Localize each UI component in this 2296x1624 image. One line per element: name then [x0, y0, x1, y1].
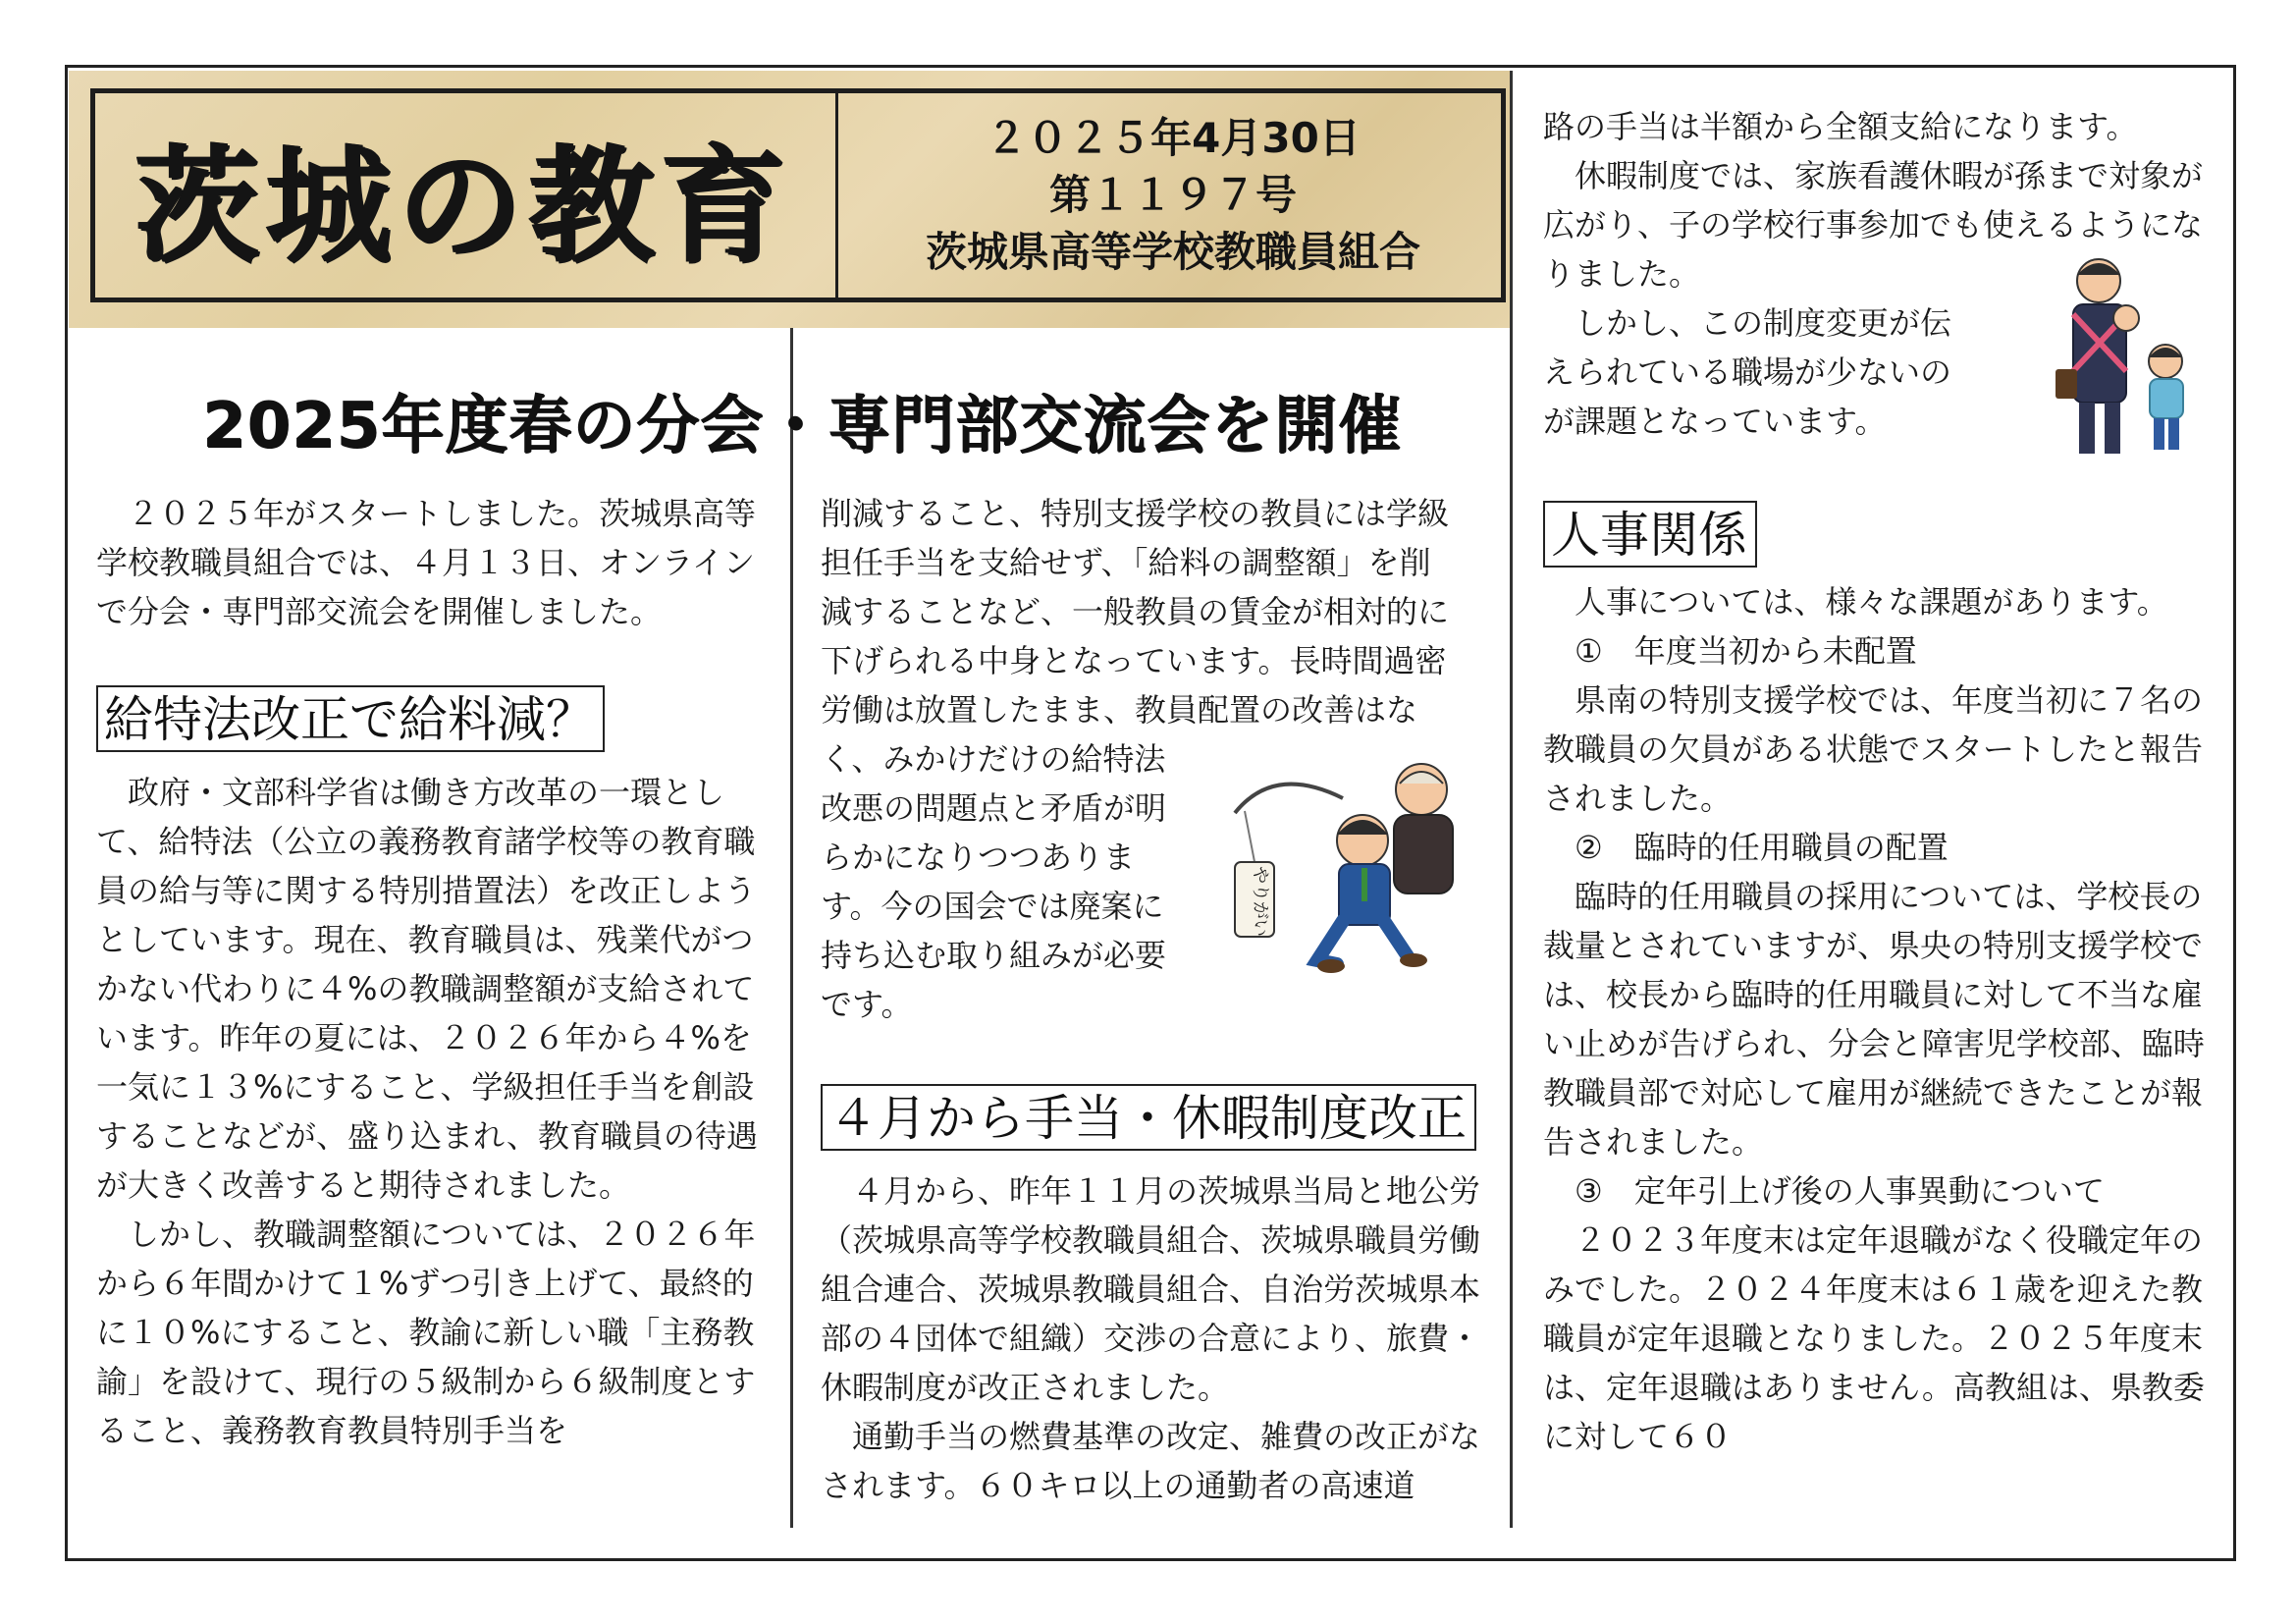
- issue-line-2: えられている職場が少ないの: [1543, 353, 1952, 391]
- section-heading-allowance: ４月から手当・休暇制度改正: [821, 1084, 1476, 1151]
- personnel-intro: 人事については、様々な課題があります。: [1575, 583, 2168, 621]
- masthead-info: [840, 110, 1506, 281]
- father-with-children-illustration: [2044, 253, 2201, 460]
- kyutokuho-paragraph-2: しかし、教職調整額については、２０２６年から６年間かけて１%ずつ引き上げて、最終的に１０%にすること、教諭に新しい職「主務教諭」を設けて、現行の５級制から６級制度とすること、義務教育教員特別手当を: [96, 1216, 756, 1449]
- carrot-tag-label: やりがい: [1250, 866, 1270, 937]
- middle-column: [821, 489, 1488, 1510]
- newsletter-title: 茨城の教育: [133, 134, 792, 280]
- masthead-divider: [835, 92, 838, 298]
- personnel-item-2-heading: ② 臨時的任用職員の配置: [1575, 829, 1949, 866]
- continued-line-8: らかになりつつありま: [821, 839, 1136, 876]
- personnel-item-1-body: 県南の特別支援学校では、年度当初に７名の教職員の欠員がある状態でスタートしたと報告されました。: [1543, 681, 2204, 817]
- personnel-item-1-heading: ① 年度当初から未配置: [1575, 632, 1917, 670]
- continued-line-1: 削減すること、特別支援学校の教員には学級: [821, 495, 1450, 532]
- continued-line-6: く、みかけだけの給特法: [821, 740, 1166, 778]
- left-column: [96, 489, 760, 1455]
- allowance-paragraph-2: 通勤手当の燃費基準の改定、雑費の改正がなされます。６０キロ以上の通勤者の高速道: [821, 1418, 1481, 1504]
- personnel-item-2-body: 臨時的任用職員の採用については、学校長の裁量とされていますが、県央の特別支援学校では、校長から臨時的任用職員に対して不当な雇い止めが告げられ、分会と障害児学校部、臨時教職員部で対応して雇用が継続できたことが報告されました。: [1543, 878, 2205, 1161]
- intro-paragraph: ２０２５年がスタートしました。茨城県高等学校教職員組合では、４月１３日、オンラインで分会・専門部交流会を開催しました。: [96, 495, 757, 630]
- issue-line-1: しかし、この制度変更が伝: [1575, 304, 1952, 342]
- allowance-paragraph-1: ４月から、昨年１１月の茨城県当局と地公労（茨城県高等学校教職員組合、茨城県職員労働組合連合、茨城県教職員組合、自治労茨城県本部の４団体で組織）交渉の合意により、旅費・休暇制度が改正されました。: [821, 1172, 1481, 1406]
- continued-line-5: 労働は放置したまま、教員配置の改善はな: [821, 691, 1418, 729]
- personnel-item-3-body: ２０２３年度末は定年退職がなく役職定年のみでした。２０２４年度末は６１歳を迎えた教職員が定年退職となりました。２０２５年度末は、定年退職はありません。高教組は、県教委に対して６０: [1543, 1221, 2205, 1455]
- continued-line-2: 担任手当を支給せず、「給料の調整額」を削: [821, 544, 1431, 581]
- column-divider-right: [1510, 71, 1513, 1528]
- continued-line-10: 持ち込む取り組みが必要: [821, 937, 1167, 974]
- continued-line-3: 減することなど、一般教員の賃金が相対的に: [821, 593, 1450, 630]
- continued-line-11: です。: [821, 986, 913, 1023]
- continued-line-4: 下げられる中身となっています。長時間過密: [821, 642, 1447, 679]
- column-divider-left: [790, 328, 793, 1528]
- yarigai-carrot-illustration: [1215, 754, 1472, 980]
- travel-allowance-continued: 路の手当は半額から全額支給になります。: [1543, 108, 2138, 145]
- kyutokuho-paragraph-1: 政府・文部科学省は働き方改革の一環として、給特法（公立の義務教育諸学校等の教育職員の給与等に関する特別措置法）を改正しようとしています。現在、教育職員は、残業代がつかない代わりに４%の教職調整額が支給されています。昨年の夏には、２０２６年から４%を一気に１３%にすること、学級担任手当を創設することなどが、盛り込まれ、教育職員の待遇が大きく改善すると期待されました。: [96, 774, 758, 1204]
- personnel-item-3-heading: ③ 定年引上げ後の人事異動について: [1575, 1172, 2106, 1210]
- main-headline: 2025年度春の分会・専門部交流会を開催: [201, 390, 1403, 462]
- section-heading-kyutokuho: 給特法改正で給料減？: [96, 685, 605, 752]
- issue-number: 第１１９７号: [1048, 171, 1297, 219]
- publisher-name: 茨城県高等学校教職員組合: [925, 228, 1420, 276]
- section-heading-personnel: 人事関係: [1543, 501, 1757, 568]
- leave-system-paragraph: 休暇制度では、家族看護休暇が孫まで対象が広がり、子の学校行事参加でも使えるようになりました。: [1543, 157, 2204, 293]
- continued-line-7: 改悪の問題点と矛盾が明: [821, 789, 1167, 827]
- issue-date: ２０２５年4月30日: [986, 114, 1361, 162]
- issue-line-3: が課題となっています。: [1543, 403, 1887, 440]
- continued-line-9: す。今の国会では廃案に: [821, 888, 1164, 925]
